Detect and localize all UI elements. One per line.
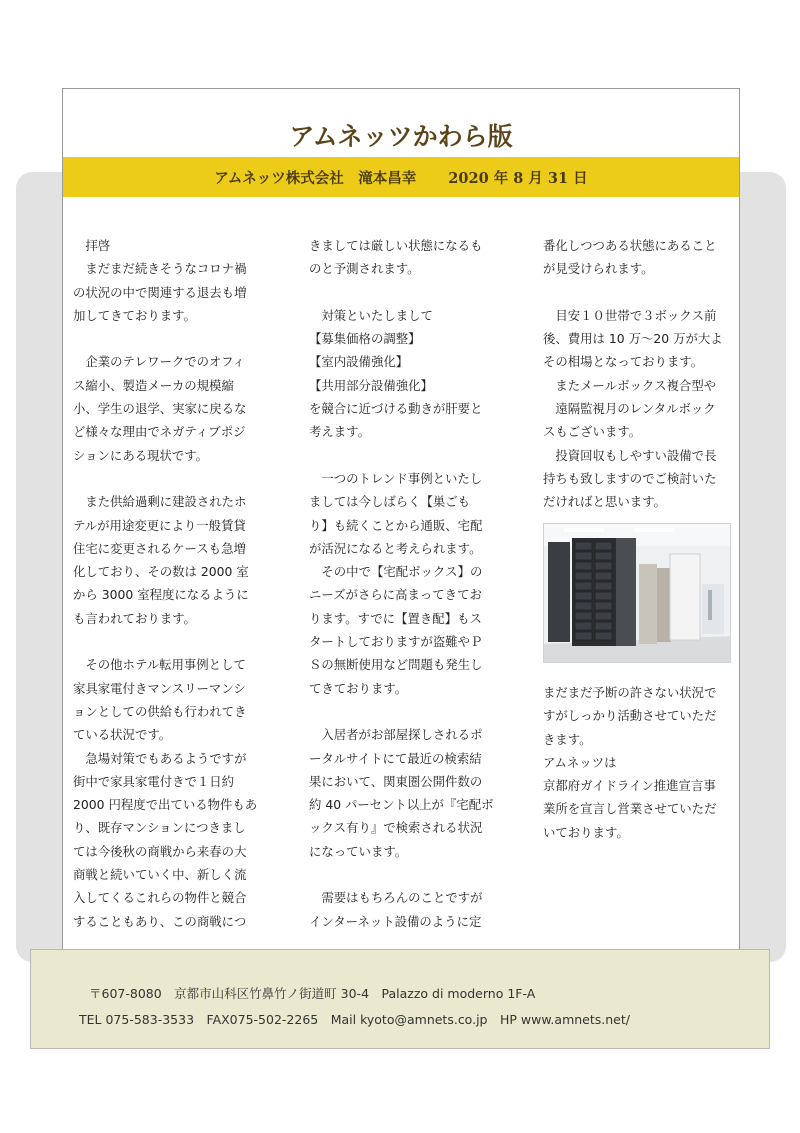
- text-line: いております。: [543, 824, 629, 840]
- text-line: 後、費用は 10 万～20 万が大よ: [543, 331, 723, 347]
- text-line: 業所を宣言し営業させていただ: [543, 801, 717, 817]
- text-line: ましては今しばらく【巣ごも: [309, 494, 471, 510]
- text-line: ニーズがさらに高まってきてお: [309, 587, 482, 603]
- article-column-3: [543, 234, 739, 514]
- text-line: まだまだ予断の許さない状況で: [543, 685, 717, 700]
- text-line: [309, 700, 505, 723]
- article-column-1: [73, 234, 269, 933]
- text-line: 目安１０世帯で３ボックス前: [543, 307, 717, 323]
- newsletter-sheet: [62, 88, 740, 959]
- text-line: 2000 円程度で出ている物件もあ: [73, 797, 258, 813]
- text-line: になっています。: [309, 843, 408, 859]
- text-line: 考えます。: [309, 424, 370, 440]
- text-line: きましては厳しい状態になるも: [309, 238, 483, 253]
- text-line: タートしておりますが盗難やＰ: [309, 634, 483, 650]
- column-1-text: [73, 234, 269, 933]
- text-line: から 3000 室程度になるように: [73, 587, 249, 603]
- text-line: 【募集価格の調整】: [309, 331, 421, 347]
- text-line: 一つのトレンド事例といたし: [309, 470, 483, 486]
- text-line: インターネット設備のように定: [309, 913, 482, 929]
- text-line: ックス有り』で検索される状況: [309, 820, 483, 836]
- text-line: その相場となっております。: [543, 354, 704, 370]
- text-line: ションにある現状です。: [73, 447, 209, 463]
- footer-contact: TEL 075-583-3533 FAX075-502-2265 Mail kyoto@amnets.co.jp HP www.amnets.net/: [79, 1012, 630, 1027]
- text-line: [73, 327, 269, 350]
- text-line: 遠隔監視月のレンタルボック: [543, 401, 716, 417]
- text-line: ど様々な理由でネガティブポジ: [73, 424, 246, 440]
- text-line: の状況の中で関連する退去も増: [73, 284, 247, 300]
- text-line: 持ちも致しますのでご検討いた: [543, 470, 717, 486]
- text-line: すがしっかり活動させていただ: [543, 708, 717, 724]
- text-line: 約 40 パーセント以上が『宅配ボ: [309, 797, 494, 813]
- text-line: [543, 281, 739, 304]
- column-3-text-bottom: [543, 681, 739, 844]
- text-line: 家具家電付きマンスリーマンシ: [73, 680, 246, 696]
- footer-address: 〒607-8080 京都市山科区竹鼻竹ノ街道町 30-4 Palazzo di moderno 1F-A: [89, 986, 536, 1001]
- column-3-text-top: [543, 234, 739, 514]
- text-line: ータルサイトにて最近の検索結: [309, 750, 482, 766]
- text-line: 京都府ガイドライン推進宣言事: [543, 778, 716, 794]
- text-line: だければと思います。: [543, 494, 666, 510]
- text-line: また供給過剰に建設されたホ: [73, 494, 247, 510]
- text-line: ョンとしての供給も行われてき: [73, 703, 247, 719]
- text-line: てきております。: [309, 680, 408, 696]
- text-line: ス縮小、製造メーカの規模縮: [73, 377, 234, 393]
- text-line: を競合に近づける動きが肝要と: [309, 401, 483, 417]
- text-line: が見受けられます。: [543, 261, 654, 277]
- text-line: まだまだ続きそうなコロナ禍: [73, 261, 247, 277]
- text-line: 対策といたしまして: [309, 307, 433, 323]
- author-line: アムネッツ株式会社 滝本昌幸: [214, 169, 417, 187]
- text-line: 投資回収もしやすい設備で長: [543, 447, 717, 463]
- text-line: きます。: [543, 731, 592, 747]
- text-line: その中で【宅配ボックス】の: [309, 564, 483, 580]
- text-line: 小、学生の退学、実家に戻るな: [73, 401, 247, 417]
- text-line: 果において、関東圏公開件数の: [309, 773, 483, 789]
- text-line: り、既存マンションにつきまし: [73, 820, 246, 836]
- text-line: 化しており、その数は 2000 室: [73, 564, 249, 580]
- text-line: アムネッツは: [543, 754, 617, 770]
- text-line: 急場対策でもあるようですが: [73, 750, 247, 766]
- article-column-2: [309, 234, 505, 933]
- text-line: のと予測されます。: [309, 261, 420, 277]
- delivery-box-photo: [543, 523, 731, 663]
- text-line: [73, 630, 269, 653]
- text-line: が活況になると考えられます。: [309, 540, 482, 556]
- text-line: 商戦と続いていく中、新しく流: [73, 867, 247, 883]
- delivery-box-illustration: [544, 524, 731, 663]
- header-band: [63, 157, 739, 197]
- text-line: またメールボックス複合型や: [543, 377, 717, 393]
- footer-contact-box: [30, 949, 770, 1049]
- text-line: 入してくるこれらの物件と競合: [73, 890, 247, 906]
- text-line: り】も続くことから通販、宅配: [309, 517, 483, 533]
- text-line: [309, 444, 505, 467]
- text-line: ります。すでに【置き配】もス: [309, 610, 482, 626]
- article-column-3-closing: [543, 681, 739, 844]
- text-line: も言われております。: [73, 610, 196, 626]
- text-line: 街中で家具家電付きで１日約: [73, 773, 235, 789]
- text-line: 需要はもちろんのことですが: [309, 890, 483, 906]
- text-line: [73, 467, 269, 490]
- text-line: スもございます。: [543, 424, 642, 440]
- text-line: 【共用部分設備強化】: [309, 377, 433, 393]
- text-line: 住宅に変更されるケースも急増: [73, 540, 246, 556]
- text-line: テルが用途変更により一般賃貸: [73, 517, 246, 533]
- text-line: 拝啓: [73, 238, 111, 253]
- text-line: 入居者がお部屋探しされるポ: [309, 727, 483, 743]
- issue-date: 2020 年 8 月 31 日: [448, 169, 588, 187]
- text-line: ては今後秋の商戦から来春の大: [73, 843, 247, 859]
- text-line: その他ホテル転用事例として: [73, 657, 246, 673]
- text-line: することもあり、この商戦につ: [73, 913, 247, 929]
- text-line: 番化しつつある状態にあること: [543, 238, 717, 253]
- column-2-text: [309, 234, 505, 933]
- text-line: 企業のテレワークでのオフィ: [73, 354, 245, 370]
- text-line: [309, 281, 505, 304]
- newsletter-title: アムネッツかわら版: [289, 122, 513, 151]
- text-line: Ｓの無断使用など問題も発生し: [309, 657, 483, 673]
- text-line: [309, 863, 505, 886]
- text-line: 加してきております。: [73, 307, 196, 323]
- text-line: 【室内設備強化】: [309, 354, 409, 370]
- text-line: ている状況です。: [73, 727, 172, 743]
